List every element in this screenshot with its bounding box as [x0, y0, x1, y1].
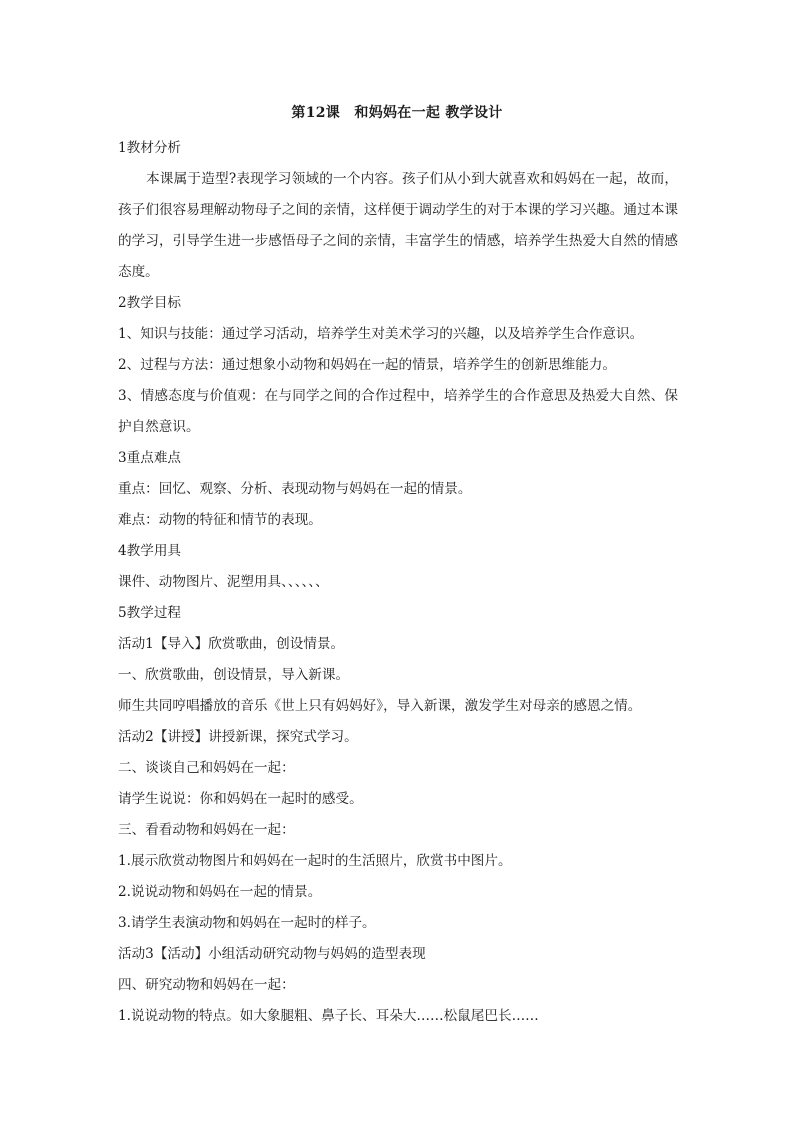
- step-1-text: 师生共同哼唱播放的音乐《世上只有妈妈好》，导入新课，激发学生对母亲的感恩之情。: [118, 698, 642, 714]
- section-heading-key-points: 3重点难点: [118, 450, 182, 466]
- key-point: 重点：回忆、观察、分析、表现动物与妈妈在一起的情景。: [118, 481, 472, 497]
- activity-3-heading: 活动3【活动】小组活动研究动物与妈妈的造型表现: [118, 946, 426, 962]
- goal-knowledge: 1、知识与技能：通过学习活动，培养学生对美术学习的兴趣，以及培养学生合作意识。: [118, 326, 644, 342]
- goal-attitude: 3、情感态度与价值观：在与同学之间的合作过程中，培养学生的合作意思及热爱大自然、保护自然意识。: [118, 388, 678, 435]
- tools-list: 课件、动物图片、泥塑用具、、、、、、: [118, 574, 329, 590]
- analysis-paragraph: 本课属于造型?表现学习领域的一个内容。孩子们从小到大就喜欢和妈妈在一起，故而，孩子们很容易理解动物母子之间的亲情，这样便于调动学生的对于本课的学习兴趣。通过本课的学习，引导学生进一步感悟母子之间的亲情，丰富学生的情感，培养学生热爱大自然的情感态度。: [118, 171, 678, 280]
- activity-2-heading: 活动2【讲授】讲授新课，探究式学习。: [118, 729, 358, 745]
- step-3-item-2: 2.说说动物和妈妈在一起的情景。: [118, 884, 322, 900]
- section-heading-tools: 4教学用具: [118, 543, 182, 559]
- difficult-point: 难点：动物的特征和情节的表现。: [118, 512, 322, 528]
- step-3-heading: 三、看看动物和妈妈在一起：: [118, 822, 295, 838]
- step-2-heading: 二、谈谈自己和妈妈在一起：: [118, 760, 295, 776]
- step-3-item-3: 3.请学生表演动物和妈妈在一起时的样子。: [118, 915, 376, 931]
- section-heading-process: 5教学过程: [118, 605, 182, 621]
- document-body: [118, 133, 678, 1032]
- step-3-item-1: 1.展示欣赏动物图片和妈妈在一起时的生活照片，欣赏书中图片。: [118, 853, 512, 869]
- step-4-heading: 四、研究动物和妈妈在一起：: [118, 977, 295, 993]
- document-title: 第12课 和妈妈在一起 教学设计: [291, 105, 503, 121]
- step-2-text: 请学生说说：你和妈妈在一起时的感受。: [118, 791, 363, 807]
- step-4-item-1: 1.说说动物的特点。如大象腿粗、鼻子长、耳朵大……松鼠尾巴长……: [118, 1008, 539, 1024]
- section-heading-analysis: 1教材分析: [118, 140, 182, 156]
- step-1-heading: 一、欣赏歌曲，创设情景，导入新课。: [118, 667, 350, 683]
- activity-1-heading: 活动1【导入】欣赏歌曲，创设情景。: [118, 636, 345, 652]
- section-heading-goals: 2教学目标: [118, 295, 182, 311]
- goal-process: 2、过程与方法：通过想象小动物和妈妈在一起的情景，培养学生的创新思维能力。: [118, 357, 617, 373]
